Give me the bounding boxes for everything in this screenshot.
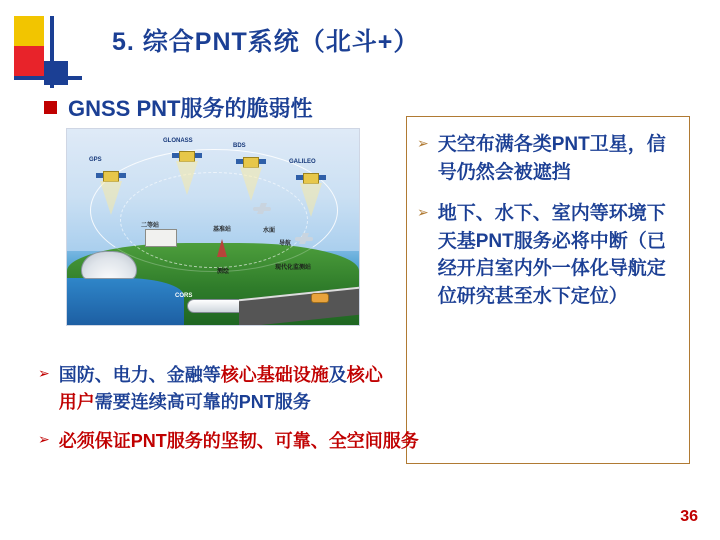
list-item [38,362,390,416]
gnss-illustration [66,128,360,326]
bottom-bullet-text-2: 必须保证PNT服务的坚韧、可靠、全空间服务 [58,431,419,451]
subtitle-text: GNSS PNT服务的脆弱性 [68,96,313,121]
illustration-sea [67,278,184,325]
label-daohang: 导航 [279,241,292,247]
right-bullet-text-2: 地下、水下、室内等环境下天基PNT服务必将中断（已经开启室内外一体化导航定位研究甚至水下定位） [437,203,666,307]
page-number: 36 [680,508,698,525]
label-jizhunzhan: 基准站 [213,227,232,233]
logo-square-yellow [14,16,44,46]
subtitle-row [44,92,312,123]
label-cors: CORS [175,293,193,299]
arrow-bullet-icon: ➢ [38,365,50,381]
vehicle-icon [311,293,329,303]
logo-square-blue [44,61,68,85]
segment-text-highlight: 核心用户 [58,365,383,412]
aircraft-icon-2 [295,237,313,241]
arrow-bullet-icon: ➢ [417,135,429,151]
ground-antenna-dish [81,251,137,279]
satellite-beam-glonass [176,161,198,195]
satellite-label-galileo: GALILEO [289,159,316,165]
building-icon [145,229,177,247]
label-shuimian: 水面 [263,228,276,234]
bottom-bullet-text-1 [59,362,390,416]
satellite-beam-gps [100,181,122,215]
label-erdengzhan: 二等站 [141,223,160,229]
label-cehui: 测绘 [217,269,230,275]
arrow-bullet-icon: ➢ [38,431,50,447]
list-item [38,428,419,455]
segment-text: 国防、电力、金融等 [58,365,221,385]
segment-text: 及 [328,365,347,385]
page-title: 5. 综合PNT系统（北斗+） [112,28,420,56]
satellite-beam-galileo [300,183,322,217]
arrow-bullet-icon: ➢ [417,204,429,221]
square-bullet-icon [44,101,57,114]
right-bullet-text-1: 天空布满各类PNT卫星，信号仍然会被遮挡 [437,134,666,183]
slide-logo-mark [14,16,86,88]
satellite-label-gps: GPS [89,157,102,163]
list-item [417,200,677,310]
segment-text-highlight: 核心基础设施 [220,365,329,385]
satellite-label-bds: BDS [233,143,246,149]
logo-horizontal-line [14,76,82,80]
list-item [417,131,677,186]
bottom-bullet-list [38,362,419,467]
satellite-label-glonass: GLONASS [163,138,193,144]
reference-station-icon [217,239,227,257]
logo-square-red [14,46,44,76]
satellite-beam-bds [240,167,262,201]
label-modernized-station: 现代化监测站 [275,265,312,271]
right-callout-box [406,116,690,464]
segment-text: 需要连续高可靠的PNT服务 [94,392,311,412]
aircraft-icon [253,207,271,211]
